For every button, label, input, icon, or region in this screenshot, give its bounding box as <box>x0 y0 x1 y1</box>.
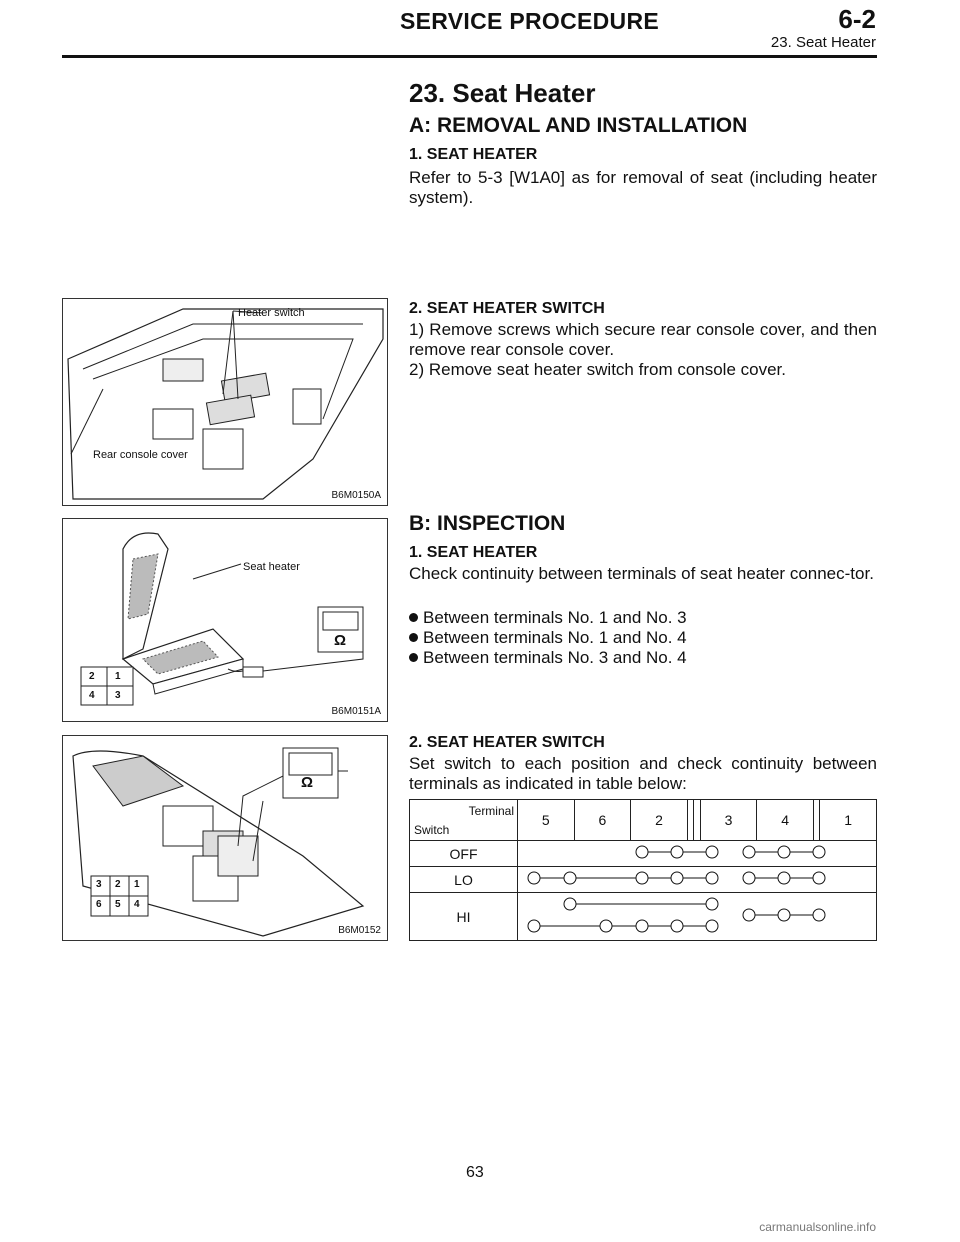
connector-pin: 4 <box>134 899 140 910</box>
callout-rear-console-cover: Rear console cover <box>93 449 188 461</box>
row-label-lo: LO <box>410 867 518 893</box>
console-drawing <box>63 299 387 505</box>
inspection-seat-heater-text: Check continuity between terminals of seat heater connec-tor. <box>409 564 874 583</box>
connector-pin: 3 <box>115 690 121 701</box>
page-number: 63 <box>466 1164 484 1181</box>
figure-seat-heater <box>62 518 388 722</box>
table-corner <box>410 800 518 841</box>
terminal-header: 6 <box>574 800 631 841</box>
figure-switch-inspection <box>62 735 388 941</box>
seat-drawing <box>63 519 387 721</box>
bullet-item: Between terminals No. 1 and No. 3 <box>409 608 687 628</box>
terminal-header: 3 <box>700 800 757 841</box>
terminal-header: 4 <box>757 800 814 841</box>
bullet-dot-icon <box>409 633 418 642</box>
connector-pin: 1 <box>134 879 140 890</box>
switch-label: Switch <box>414 823 450 837</box>
terminal-header: 2 <box>631 800 688 841</box>
row-lo-diagram <box>518 867 876 889</box>
bullet-dot-icon <box>409 653 418 662</box>
inspection-heading: B: INSPECTION <box>409 512 566 535</box>
figure-console-switch <box>62 298 388 506</box>
connector-pin: 3 <box>96 879 102 890</box>
ohm-icon: Ω <box>301 774 314 791</box>
terminal-label: Terminal <box>468 804 514 818</box>
removal-switch-heading: 2. SEAT HEATER SWITCH <box>409 300 605 317</box>
section-subtitle: 23. Seat Heater <box>770 34 876 51</box>
watermark: carmanualsonline.info <box>759 1220 876 1234</box>
connector-pin: 1 <box>115 671 121 682</box>
section-title: SERVICE PROCEDURE <box>400 8 660 34</box>
connector-pin: 5 <box>115 899 121 910</box>
terminal-header: 1 <box>820 800 877 841</box>
section-number: 6-2 <box>838 4 876 34</box>
inspection-seat-heater-heading: 1. SEAT HEATER <box>409 544 538 561</box>
connector-pin: 6 <box>96 899 102 910</box>
callout-seat-heater: Seat heater <box>243 561 300 573</box>
connector-pin: 2 <box>115 879 121 890</box>
removal-seat-heater-text: Refer to 5-3 [W1A0] as for removal of seat (including heater system). <box>409 168 877 207</box>
figure-code: B6M0152 <box>338 925 381 936</box>
bullet-dot-icon <box>409 613 418 622</box>
row-hi-diagram <box>518 893 876 937</box>
bullet-item: Between terminals No. 1 and No. 4 <box>409 628 687 648</box>
bullet-item: Between terminals No. 3 and No. 4 <box>409 648 687 668</box>
removal-switch-step-1: 1) Remove screws which secure rear console cover, and then remove rear console cover. <box>409 320 877 359</box>
terminal-header: 5 <box>518 800 575 841</box>
inspection-switch-heading: 2. SEAT HEATER SWITCH <box>409 734 605 751</box>
continuity-table <box>409 799 877 941</box>
removal-heading: A: REMOVAL AND INSTALLATION <box>409 114 748 137</box>
connector-pin: 4 <box>89 690 95 701</box>
figure-code: B6M0150A <box>331 490 381 501</box>
figure-code: B6M0151A <box>331 706 381 717</box>
row-off-diagram <box>518 841 876 863</box>
page-title: 23. Seat Heater <box>409 78 596 108</box>
connector-pin: 2 <box>89 671 95 682</box>
switch-inspection-drawing <box>63 736 387 940</box>
row-hi-continuity <box>518 893 877 941</box>
header-rule <box>62 55 877 58</box>
removal-switch-step-2: 2) Remove seat heater switch from console cover. <box>409 360 786 379</box>
row-label-off: OFF <box>410 841 518 867</box>
callout-heater-switch: Heater switch <box>238 307 305 319</box>
removal-seat-heater-heading: 1. SEAT HEATER <box>409 146 538 163</box>
ohm-icon: Ω <box>334 632 347 649</box>
row-off-continuity <box>518 841 877 867</box>
row-label-hi: HI <box>410 893 518 941</box>
row-lo-continuity <box>518 867 877 893</box>
inspection-switch-text: Set switch to each position and check continuity between terminals as indicated in table below: <box>409 754 877 793</box>
